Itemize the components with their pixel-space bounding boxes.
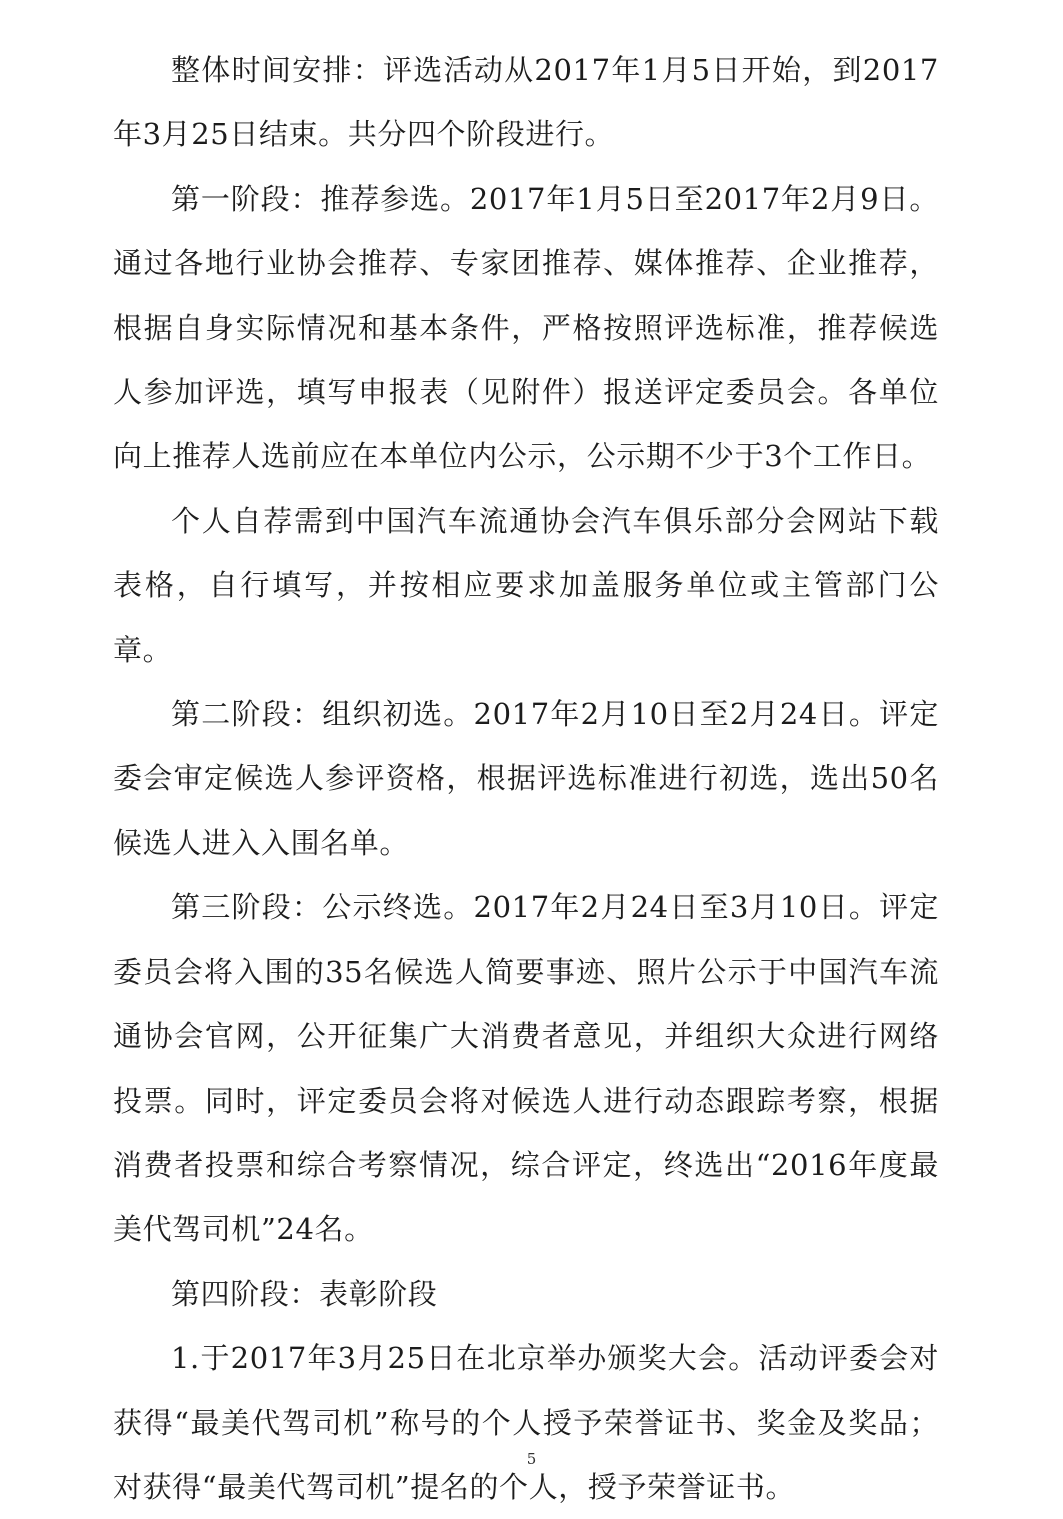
page-number: 5: [526, 1450, 537, 1468]
paragraph-stage-two: 第二阶段：组织初选。2017年2月10日至2月24日。评定委会审定候选人参评资格，根据评选标准进行初选，选出50名候选人进入入围名单。: [113, 697, 939, 860]
paragraph-award-ceremony: 1.于2017年3月25日在北京举办颁奖大会。活动评委会对获得“最美代驾司机”称号的个人授予荣誉证书、奖金及奖品；对获得“最美代驾司机”提名的个人，授予荣誉证书。: [113, 1341, 939, 1504]
paragraph-schedule: 整体时间安排：评选活动从2017年1月5日开始，到2017年3月25日结束。共分四个阶段进行。: [113, 53, 939, 152]
paragraph-stage-three: 第三阶段：公示终选。2017年2月24日至3月10日。评定委员会将入围的35名候选人简要事迹、照片公示于中国汽车流通协会官网，公开征集广大消费者意见，并组织大众进行网络投票。同时，评定委员会将对候选人进行动态跟踪考察，根据消费者投票和综合考察情况，综合评定，终选出“2016年度最美代驾司机”24名。: [113, 890, 939, 1247]
paragraph-stage-one: 第一阶段：推荐参选。2017年1月5日至2017年2月9日。通过各地行业协会推荐、专家团推荐、媒体推荐、企业推荐，根据自身实际情况和基本条件，严格按照评选标准，推荐候选人参加评选，填写申报表（见附件）报送评定委员会。各单位向上推荐人选前应在本单位内公示，公示期不少于3个工作日。: [113, 181, 939, 474]
document-body: [113, 38, 939, 1519]
paragraph-stage-four: 第四阶段：表彰阶段: [171, 1276, 438, 1311]
paragraph-self-recommend: 个人自荐需到中国汽车流通协会汽车俱乐部分会网站下载表格，自行填写，并按相应要求加盖服务单位或主管部门公章。: [113, 503, 939, 667]
